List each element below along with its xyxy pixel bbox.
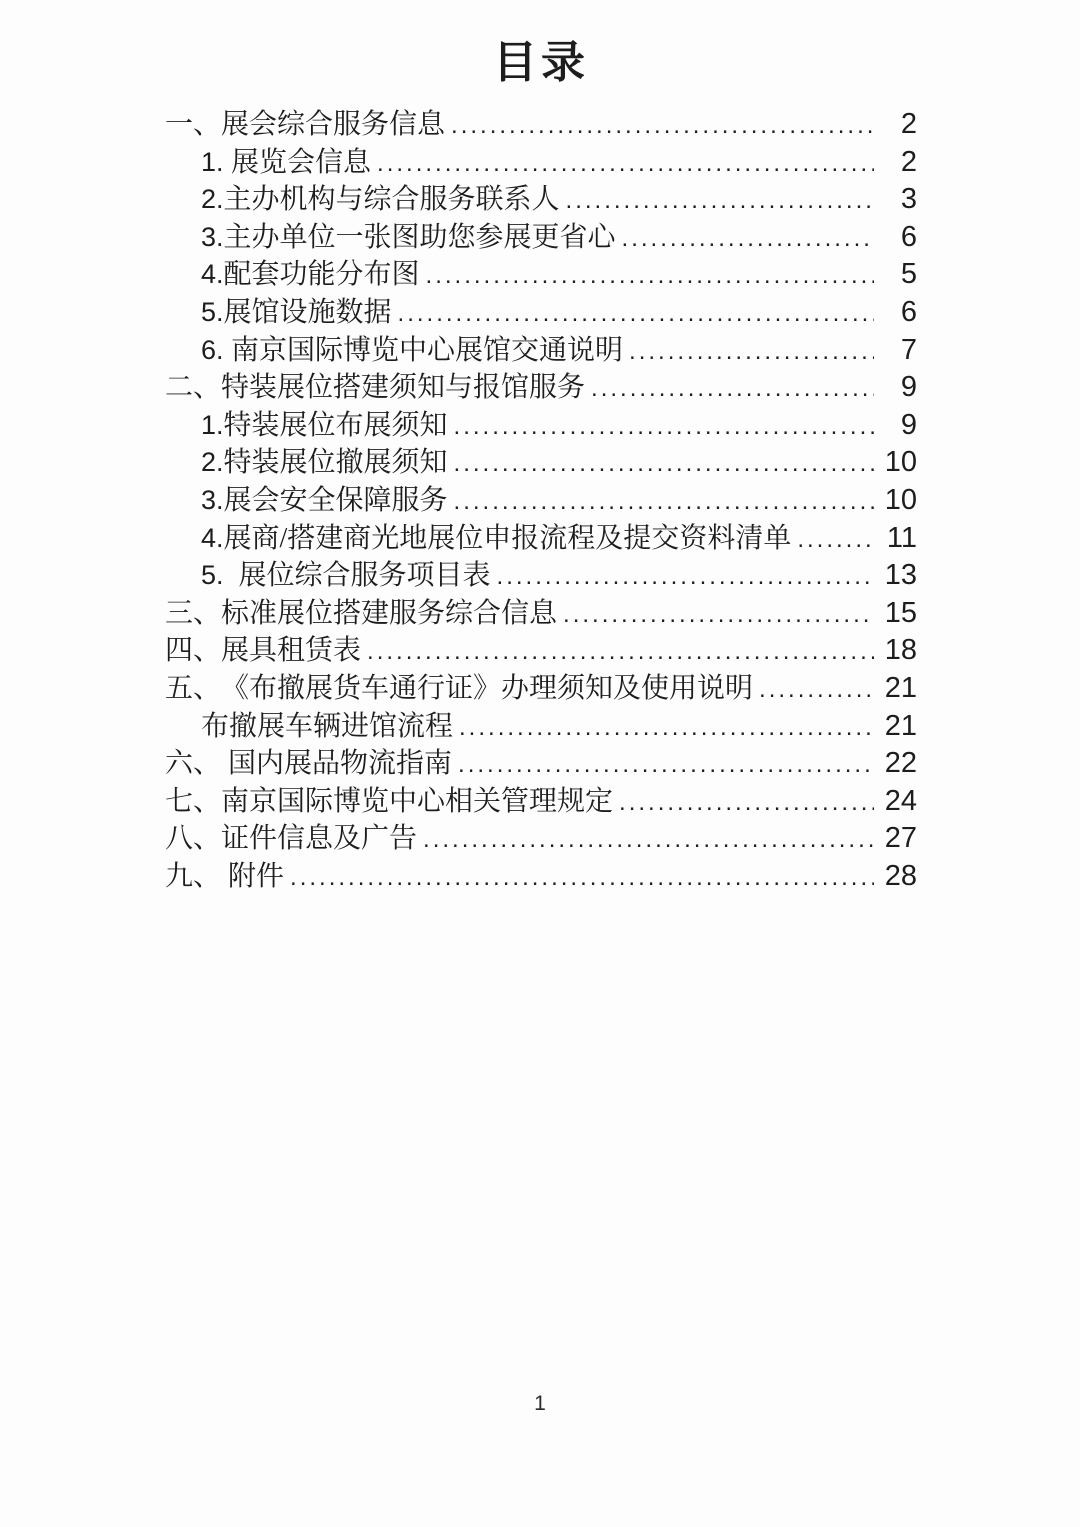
toc-entry-label: 展具租赁表 [221,635,362,667]
toc-dot-leader [622,225,874,253]
toc-entry-label: 展馆设施数据 [223,296,392,328]
toc-entry-number: 五、 [165,672,222,704]
toc-entry-label: 配套功能分布图 [223,259,420,291]
toc-entry [165,553,917,591]
toc-entry [165,102,917,140]
toc-entry-label: 展会综合服务信息 [221,109,446,140]
toc-entry-label: 主办机构与综合服务联系人 [223,184,560,216]
toc-entry-label: 展位综合服务项目表 [238,560,491,592]
toc-entry [165,779,917,817]
toc-entry-page-number: 21 [884,709,917,742]
toc-dot-leader [290,864,874,892]
toc-entry [165,252,917,290]
toc-entry-page-number: 2 [900,145,917,178]
toc-entry [165,365,917,403]
toc-entry-number: 4. [201,522,224,553]
toc-dot-leader [377,150,874,178]
toc-entry-number: 2. [201,447,224,478]
toc-list [165,102,917,891]
toc-entry-number: 6. [201,334,232,365]
toc-entry-label: 特装展位搭建须知与报馆服务 [221,372,586,404]
toc-entry [165,478,917,516]
toc-entry-page-number: 6 [900,220,917,253]
toc-entry-page-number: 9 [900,408,917,441]
toc-entry-number: 三、 [165,597,222,629]
toc-entry-label: 《布撤展货车通行证》办理须知及使用说明 [221,672,754,704]
toc-entry-page-number: 24 [884,784,917,817]
toc-entry-page-number: 6 [900,295,917,328]
toc-dot-leader [459,714,874,742]
toc-entry-page-number: 28 [884,859,917,892]
toc-dot-leader [759,676,874,704]
toc-dot-leader [423,826,874,854]
toc-dot-leader [797,526,874,554]
toc-entry [165,328,917,366]
toc-entry [165,741,917,779]
toc-dot-leader [563,601,874,629]
toc-entry [165,215,917,253]
toc-entry-label: 南京国际博览中心相关管理规定 [221,785,614,817]
toc-entry-label: 展商/搭建商光地展位申报流程及提交资料清单 [223,522,792,554]
toc-entry-page-number: 22 [884,747,917,780]
toc-entry-label: 特装展位撤展须知 [223,447,448,479]
toc-entry-page-number: 10 [884,446,917,479]
toc-dot-leader [458,751,874,779]
toc-entry-number: 四、 [165,635,222,667]
footer-page-number: 1 [534,1392,546,1415]
toc-section [165,34,917,891]
toc-entry-label: 国内展品物流指南 [221,748,453,780]
toc-entry-page-number: 21 [884,671,917,704]
toc-dot-leader [398,300,874,328]
toc-dot-leader [451,112,874,140]
toc-entry-page-number: 5 [900,258,917,291]
toc-dot-leader [367,638,874,666]
toc-entry-page-number: 15 [884,596,917,629]
toc-entry-number: 2. [201,184,224,215]
toc-entry-label: 布撤展车辆进馆流程 [201,710,454,742]
toc-entry-number: 八、 [165,823,222,855]
toc-entry [165,140,917,178]
toc-entry [165,628,917,666]
toc-entry [165,704,917,742]
toc-entry-page-number: 10 [884,483,917,516]
toc-entry-number: 5. [201,560,239,591]
toc-entry-label: 标准展位搭建服务综合信息 [221,597,558,629]
toc-entry-number: 3. [201,221,224,252]
toc-entry-page-number: 27 [884,822,917,855]
toc-dot-leader [566,187,874,215]
toc-entry [165,440,917,478]
toc-dot-leader [426,262,874,290]
toc-entry [165,516,917,554]
toc-entry-number: 六、 [165,748,222,780]
toc-entry-label: 展览会信息 [231,146,372,178]
toc-dot-leader [454,488,874,516]
toc-entry [165,403,917,441]
toc-entry [165,816,917,854]
toc-entry-label: 南京国际博览中心展馆交通说明 [231,334,624,366]
toc-entry-number: 4. [201,259,224,290]
toc-entry-page-number: 7 [900,333,917,366]
toc-entry-page-number: 2 [900,108,917,140]
toc-entry-number: 二、 [165,372,222,404]
toc-entry-page-number: 3 [900,183,917,216]
toc-entry-page-number: 9 [900,371,917,404]
toc-entry-number: 九、 [165,860,222,892]
toc-entry-label: 特装展位布展须知 [223,409,448,441]
toc-entry [165,854,917,892]
toc-entry-page-number: 13 [884,559,917,592]
toc-entry-label: 主办单位一张图助您参展更省心 [223,221,616,253]
toc-dot-leader [454,450,874,478]
toc-entry-label: 附件 [221,860,285,892]
toc-entry-label: 证件信息及广告 [221,823,418,855]
toc-dot-leader [619,789,874,817]
toc-dot-leader [591,375,874,403]
toc-entry [165,591,917,629]
toc-entry-number: 1. [201,146,232,177]
toc-entry-number: 5. [201,296,224,327]
toc-entry [165,290,917,328]
toc-entry [165,666,917,704]
page-title: 目录 [493,38,589,87]
toc-entry-number: 一、 [165,109,222,140]
toc-dot-leader [629,338,874,366]
toc-dot-leader [497,563,874,591]
toc-entry-number: 3. [201,484,224,515]
toc-entry [165,177,917,215]
toc-entry-number: 七、 [165,785,222,817]
toc-dot-leader [454,413,874,441]
toc-entry-page-number: 18 [884,634,917,667]
toc-entry-label: 展会安全保障服务 [223,484,448,516]
toc-entry-page-number: 11 [886,521,917,554]
toc-entry-number: 1. [201,409,224,440]
